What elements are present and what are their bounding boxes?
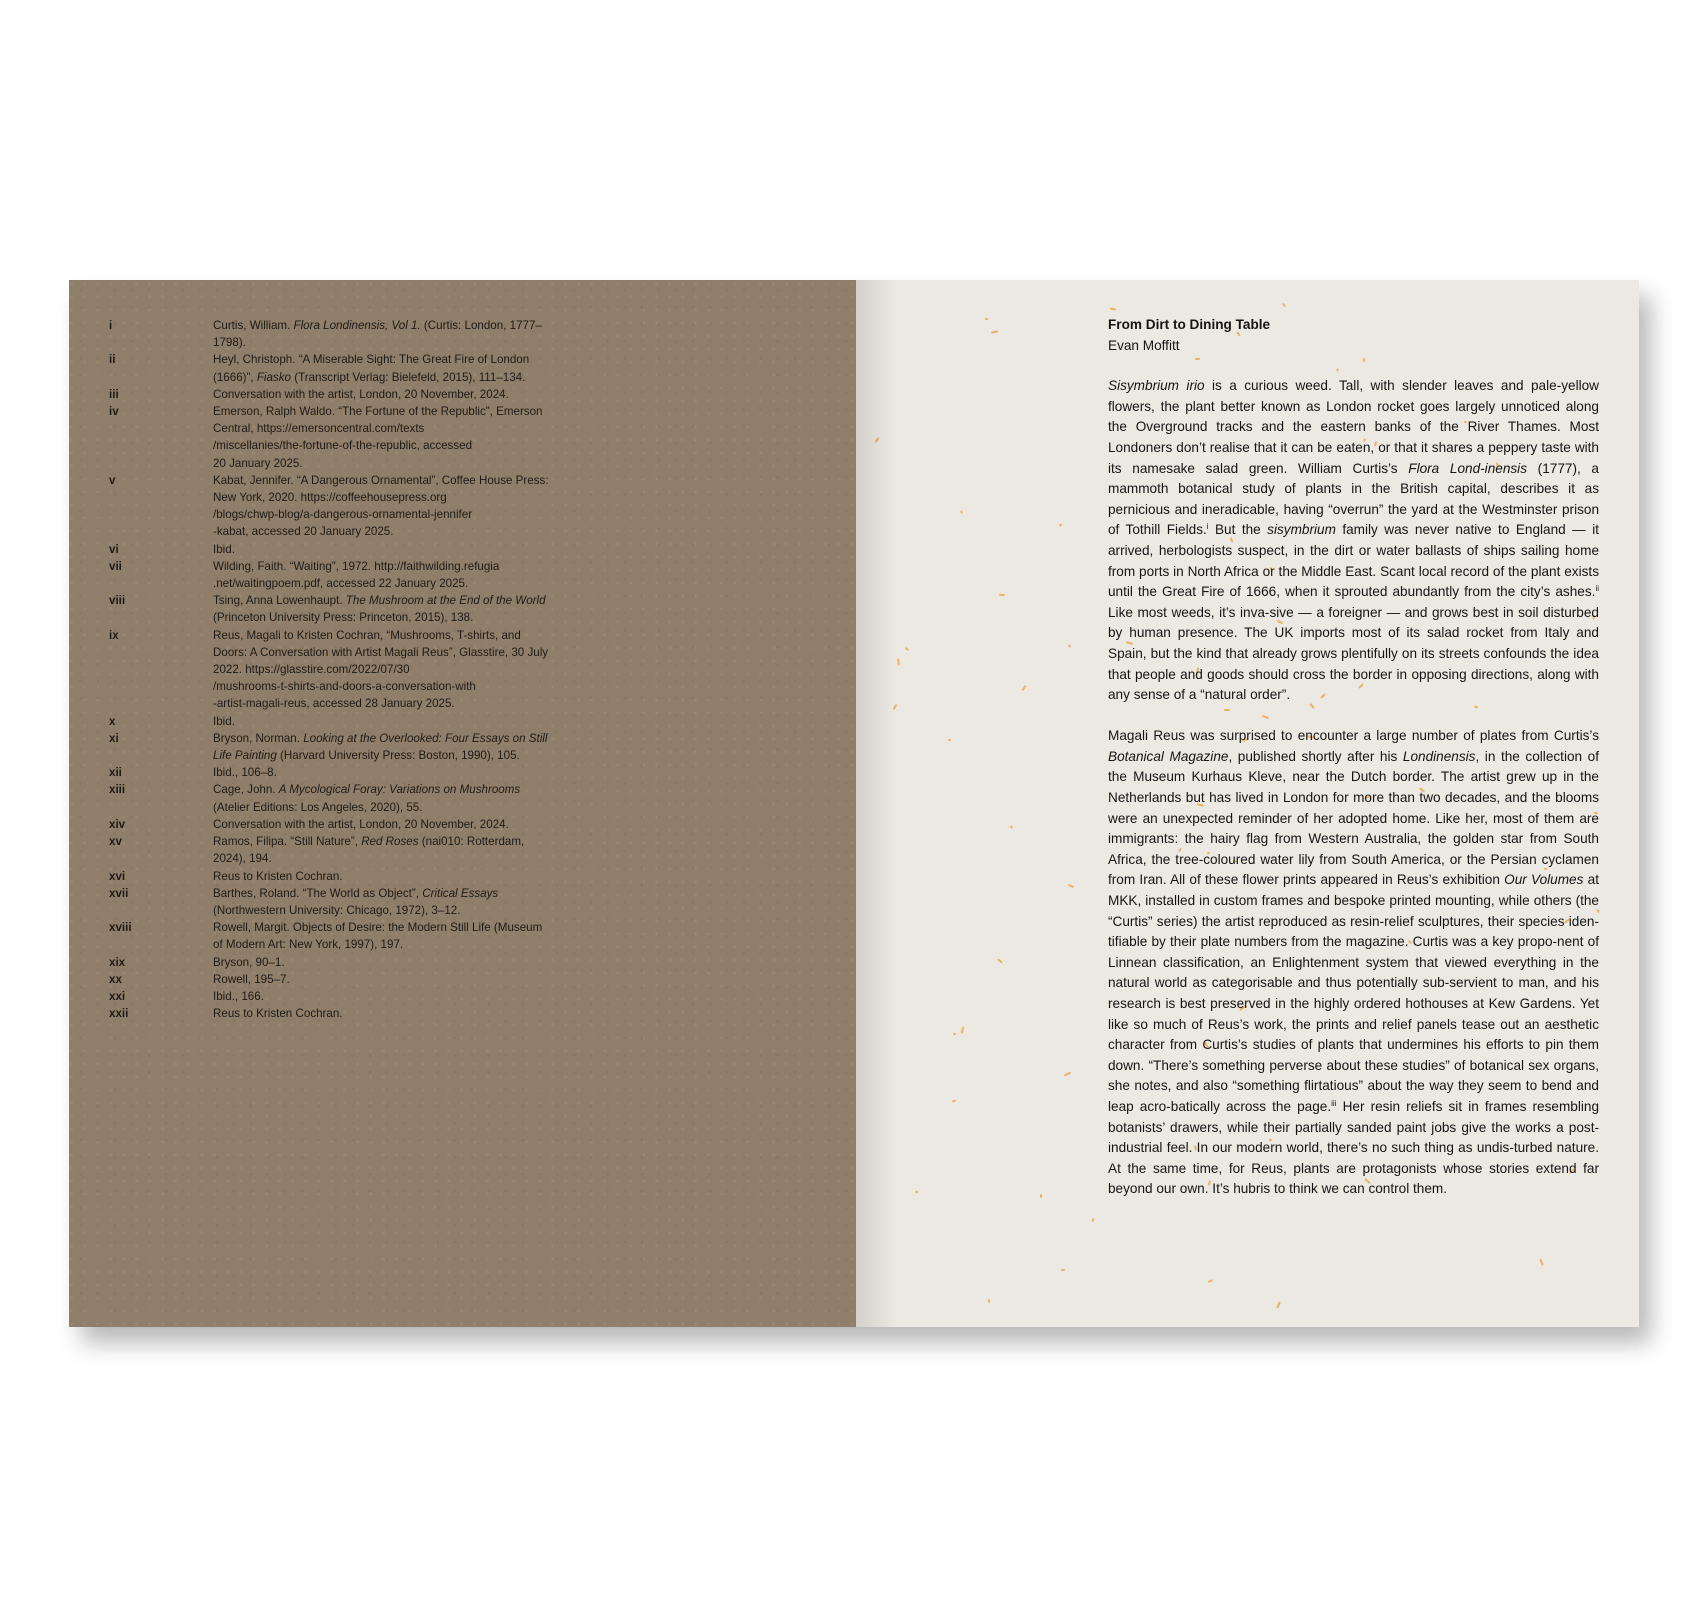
endnote-text: Ramos, Filipa. “Still Nature”, Red Roses (nai010: Rotterdam, 2024), 194. (213, 835, 525, 866)
endnote-number: ix (109, 628, 119, 642)
endnotes-page (69, 280, 856, 1327)
essay-title: From Dirt to Dining Table (1108, 317, 1271, 332)
paper-fleck (905, 647, 909, 651)
paper-fleck (997, 958, 1003, 963)
endnote-number: xv (109, 835, 122, 849)
paper-fleck (953, 1032, 957, 1035)
paper-fleck (874, 437, 879, 443)
endnotes-list (109, 317, 829, 1022)
endnote (109, 971, 829, 988)
endnote-number: xxii (109, 1007, 129, 1021)
paper-fleck (948, 739, 951, 741)
paper-fleck (915, 1191, 918, 1194)
paper-fleck (985, 318, 988, 321)
endnote-number: xiv (109, 817, 126, 831)
endnote-text: Rowell, 195–7. (213, 972, 290, 986)
endnote-text: Reus to Kristen Cochran. (213, 1007, 343, 1021)
endnote-text: Kabat, Jennifer. “A Dangerous Ornamental”, Coffee House Press: New York, 2020. https://coffeehousepress.org /blogs/chwp-blog/a-dangerous-ornamental-jennifer -kabat, accessed 20 January 2025. (213, 473, 549, 539)
paper-fleck (999, 594, 1005, 597)
endnote (109, 351, 829, 385)
essay-body (1108, 376, 1599, 1200)
endnote (109, 627, 829, 713)
endnote-number: iii (109, 387, 119, 401)
endnote-text: Heyl, Christoph. “A Miserable Sight: The Great Fire of London (1666)”, Fiasko (Transcript Verlag: Bielefeld, 2015), 111–134. (213, 353, 530, 384)
endnote-number: xi (109, 731, 119, 745)
endnote (109, 713, 829, 730)
endnote-text: Conversation with the artist, London, 20 November, 2024. (213, 817, 509, 831)
endnote-number: viii (109, 594, 126, 608)
paper-fleck (1068, 884, 1074, 888)
paper-fleck (1059, 523, 1063, 527)
essay-author: Evan Moffitt (1108, 337, 1180, 353)
paper-fleck (1040, 1194, 1042, 1198)
endnote (109, 816, 829, 833)
endnote (109, 541, 829, 558)
endnote-number: vii (109, 559, 122, 573)
paper-fleck (1061, 1269, 1065, 1271)
paper-fleck (960, 510, 962, 513)
endnote-text: Ibid. (213, 714, 235, 728)
paper-fleck (1064, 1072, 1071, 1077)
endnote-number: xix (109, 955, 126, 969)
endnote-number: x (109, 714, 116, 728)
endnote-text: Reus to Kristen Cochran. (213, 869, 343, 883)
paper-fleck (1110, 307, 1116, 310)
endnote-text: Barthes, Roland. “The World as Object”, Critical Essays (Northwestern University: Chicago, 1972), 3–12. (213, 886, 499, 917)
endnote-number: xiii (109, 783, 126, 797)
endnote-text: Reus, Magali to Kristen Cochran, “Mushrooms, T-shirts, and Doors: A Conversation with Artist Magali Reus”, Glasstire, 30 July 2022. https://glasstire.com/2022/07/30 /mushrooms-t-shirts-and-doors-a-conversation-with -artist-magali-reus, accessed 28 January 2025. (213, 628, 549, 711)
endnote (109, 781, 829, 815)
endnote-number: xx (109, 972, 122, 986)
endnote-text: Cage, John. A Mycological Foray: Variations on Mushrooms (Atelier Editions: Los Angeles, 2020), 55. (213, 783, 521, 814)
endnote (109, 558, 829, 592)
endnote-number: xii (109, 766, 122, 780)
endnote-text: Ibid., 106–8. (213, 766, 277, 780)
paper-fleck (1539, 1258, 1543, 1265)
endnote-number: xvi (109, 869, 126, 883)
endnote-number: xvii (109, 886, 129, 900)
paper-fleck (961, 1026, 965, 1033)
endnote (109, 592, 829, 626)
paper-fleck (1276, 1301, 1281, 1308)
paper-fleck (1010, 825, 1013, 829)
paper-fleck (893, 704, 898, 710)
essay-page (856, 280, 1639, 1327)
endnote (109, 885, 829, 919)
endnote (109, 386, 829, 403)
paper-fleck (1208, 1279, 1213, 1283)
endnote (109, 868, 829, 885)
endnote (109, 764, 829, 781)
endnote-number: xviii (109, 921, 132, 935)
endnote (109, 988, 829, 1005)
essay (1108, 315, 1599, 1221)
endnote-text: Ibid. (213, 542, 235, 556)
endnote (109, 403, 829, 472)
endnote-number: i (109, 319, 113, 332)
paper-fleck (897, 658, 900, 665)
endnote-number: xxi (109, 989, 126, 1003)
endnote (109, 954, 829, 971)
endnote-text: Wilding, Faith. “Waiting”, 1972. http://faithwilding.refugia .net/waitingpoem.pdf, accessed 22 January 2025. (213, 559, 500, 591)
endnote (109, 833, 829, 867)
essay-paragraph: Magali Reus was surprised to encounter a large number of plates from Curtis’s Botanical Magazine, published shortly after his Londinensis, in the collection of the Museum Kurhaus Kleve, near the Dutch border. The artist grew up in the Netherlands but has lived in London for more than two decades, and the blooms were an unexpected reminder of her adopted home. Like her, most of them are immigrants: the hairy flag from Western Australia, the golden star from South Africa, the tree-coloured water lily from South America, or the Persian cyclamen from Iran. All of these flower prints appeared in Reus’s exhibition Our Volumes at MKK, installed in custom frames and bespoke printed mounting, while others (the “Curtis” series) the artist reproduced as resin-relief sculptures, their species iden-tifiable by their plate numbers from the magazine. Curtis was a key propo-nent of Linnean classification, an Enlightenment system that viewed everything in the natural world as categorisable and thus potentially sub-servient to man, and his research is best preserved in the highly ordered hothouses at Kew Gardens. Yet like so much of Reus’s work, the prints and relief panels tease out an aesthetic character from Curtis’s studies of plants that undermines his efforts to pin them down. “There’s something perverse about these studies” of botanical sex organs, she notes, and also “something flirtatious” about the way they seem to bend and leap acro-batically across the page.$^{iii}$ Her resin reliefs sit in frames resembling botanists’ drawers, while their partially sanded paint jobs give the works a post-industrial feel. In our modern world, there’s no such thing as undis-turbed nature. At the same time, for Reus, plants are protagonists whose stories extend far beyond our own. It’s hubris to think we can control them. (1108, 728, 1600, 1197)
essay-paragraph: Sisymbrium irio is a curious weed. Tall, with slender leaves and pale-yellow flowers, the plant better known as London rocket goes largely unnoticed along the Overground tracks and the eastern banks of the River Thames. Most Londoners don’t realise that it can be eaten, or that it shares a peppery taste with its namesake salad green. William Curtis’s Flora Lond-inensis (1777), a mammoth botanical study of plants in the British capital, describes it as pernicious and ineradicable, having “overrun” the yard at the Westminster prison of Tothill Fields.$^i$ But the sisymbrium family was never native to England — it arrived, herbologists suspect, in the dirt or water ballasts of ships sailing home from ports in North Africa or the Middle East. Scant local record of the plant exists until the Great Fire of 1666, when it sprouted abundantly from the city’s ashes.$^{ii}$ Like most weeds, it’s inva-sive — a foreigner — and grows best in soil disturbed by human presence. The UK imports most of its salad rocket from Italy and Spain, but the kind that already grows plentifully on its streets confounds the idea that people and goods should cross the border in opposing directions, along with any sense of a “natural order”. (1108, 378, 1600, 703)
endnote (109, 317, 829, 351)
endnote (109, 1005, 829, 1022)
paper-fleck (1068, 644, 1071, 648)
endnote-text: Tsing, Anna Lowenhaupt. The Mushroom at the End of the World (Princeton University Press: Princeton, 2015), 138. (213, 594, 546, 625)
paper-fleck (952, 1099, 956, 1102)
endnote-number: vi (109, 542, 119, 556)
paper-fleck (988, 1299, 991, 1303)
endnote (109, 730, 829, 764)
endnote-text: Bryson, Norman. Looking at the Overlooked: Four Essays on Still Life Painting (Harvard University Press: Boston, 1990), 105. (213, 731, 548, 763)
endnote-text: Ibid., 166. (213, 989, 264, 1003)
endnote-text: Curtis, William. Flora Londinensis, Vol 1. (Curtis: London, 1777–1798). (213, 319, 542, 350)
paper-fleck (1091, 1218, 1094, 1222)
paper-fleck (1282, 303, 1286, 307)
endnote-text: Bryson, 90–1. (213, 955, 285, 969)
endnote-number: v (109, 473, 116, 487)
endnote-number: ii (109, 353, 116, 367)
endnote (109, 472, 829, 541)
endnote-text: Emerson, Ralph Waldo. “The Fortune of the Republic”, Emerson Central, https://emersoncentral.com/texts /miscellanies/the-fortune-of-the-republic, accessed 20 January 2025. (213, 405, 543, 470)
endnote-text: Conversation with the artist, London, 20 November, 2024. (213, 387, 509, 401)
paper-fleck (1022, 685, 1027, 691)
endnote-text: Rowell, Margit. Objects of Desire: the Modern Still Life (Museum of Modern Art: New York, 1997), 197. (213, 921, 543, 952)
endnote (109, 919, 829, 953)
paper-fleck (991, 330, 998, 333)
book-spread (69, 280, 1639, 1327)
endnote-number: iv (109, 405, 119, 419)
